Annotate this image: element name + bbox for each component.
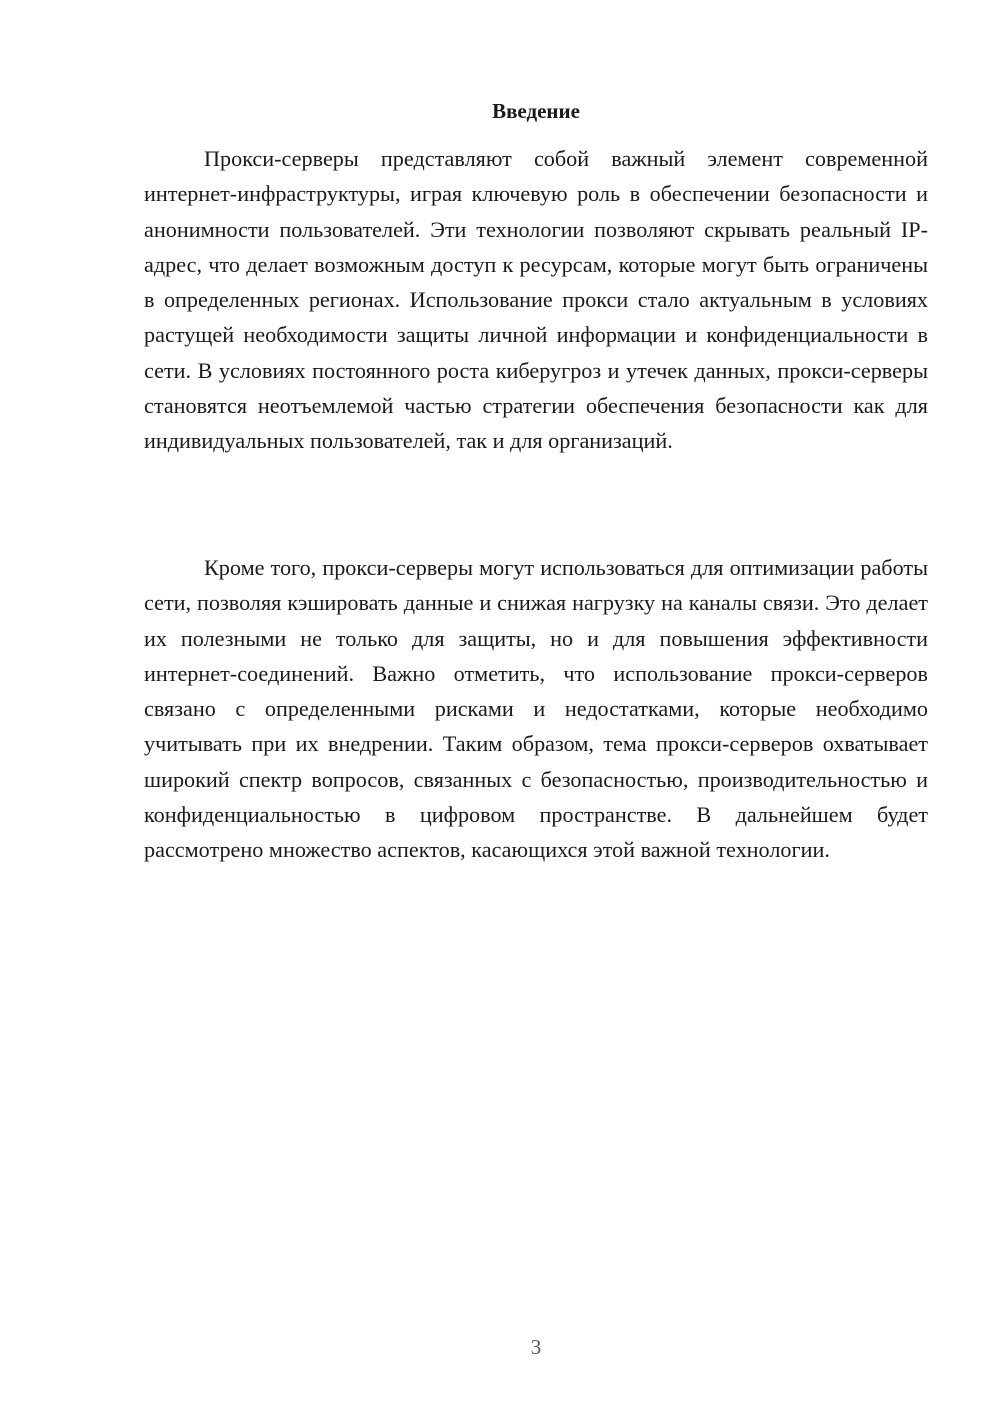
page-number: 3 [530,1335,542,1359]
section-heading: Введение [492,99,580,123]
paragraph-intro: Прокси-серверы представляют собой важный элемент современной интернет-инфраструктуры, играя ключевую роль в обеспечении безопасности и анонимности пользователей. Эти технологии позволяют скрывать реальный IP-адрес, что делает возможным доступ к ресурсам, которые могут быть ограничены в определенных регионах. Использование прокси стало актуальным в условиях растущей необходимости защиты личной информации и конфиденциальности в сети. В условиях постоянного роста киберугроз и утечек данных, прокси-серверы становятся неотъемлемой частью стратегии обеспечения безопасности как для индивидуальных пользователей, так и для организаций. [144,146,928,454]
paragraph-second: Кроме того, прокси-серверы могут использоваться для оптимизации работы сети, позволяя кэшировать данные и снижая нагрузку на каналы связи. Это делает их полезными не только для защиты, но и для повышения эффективности интернет-соединений. Важно отметить, что использование прокси-серверов связано с определенными рисками и недостатками, которые необходимо учитывать при их внедрении. Таким образом, тема прокси-серверов охватывает широкий спектр вопросов, связанных с безопасностью, производительностью и конфиденциальностью в цифровом пространстве. В дальнейшем будет рассмотрено множество аспектов, касающихся этой важной технологии. [144,555,928,863]
